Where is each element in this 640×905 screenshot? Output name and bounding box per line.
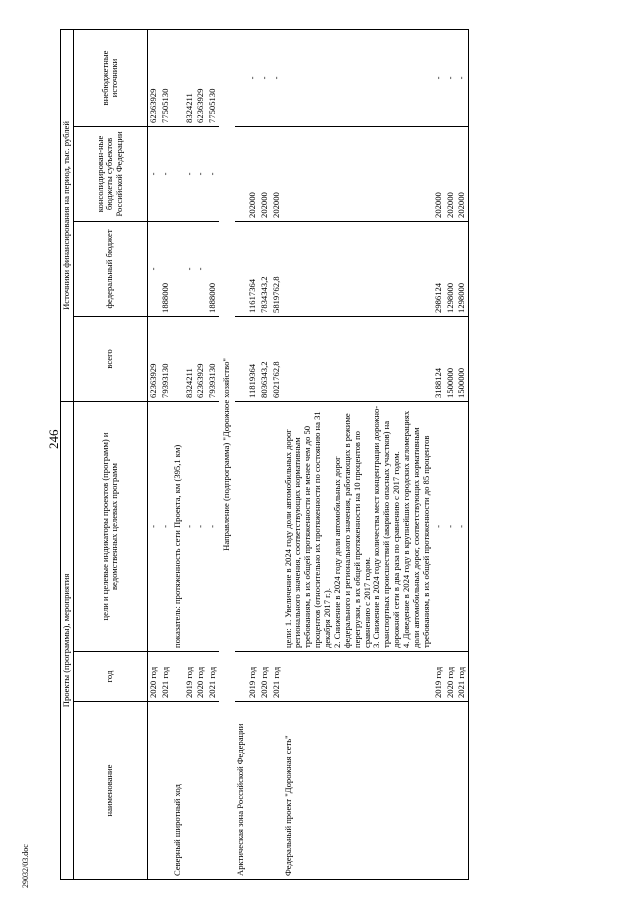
cell-extra: 77505130	[160, 29, 172, 126]
cell-name: Северный широтный ход	[172, 702, 184, 880]
table-row	[433, 29, 445, 879]
cell-year	[172, 652, 184, 702]
cell-total: 6021762,8	[271, 316, 283, 401]
cell-goal: -	[147, 401, 159, 651]
cell-federal: 1298000	[456, 221, 468, 316]
projects-group-header: Проекты (программы), мероприятия	[61, 401, 74, 879]
cell-federal	[235, 221, 247, 316]
section-row	[219, 29, 235, 879]
cell-year: 2020 год	[259, 652, 271, 702]
header-federal: федеральный бюджет	[73, 221, 147, 316]
header-name: наименование	[73, 702, 147, 880]
cell-total: 8324211	[184, 316, 196, 401]
cell-goal	[247, 401, 259, 651]
cell-extra: -	[259, 29, 271, 126]
cell-total: 62363929	[195, 316, 207, 401]
header-year: год	[73, 652, 147, 702]
cell-extra: -	[433, 29, 445, 126]
cell-goal	[271, 401, 283, 651]
cell-total: 1500000	[445, 316, 457, 401]
cell-total: 1500000	[456, 316, 468, 401]
cell-name	[195, 702, 207, 880]
table-row	[235, 29, 247, 879]
table-row	[247, 29, 259, 879]
section-title: Направление (подпрограмма) "Дорожное хозяйство"	[219, 29, 235, 879]
cell-extra: -	[247, 29, 259, 126]
cell-federal	[172, 221, 184, 316]
cell-name	[207, 702, 219, 880]
cell-year: 2020 год	[147, 652, 159, 702]
cell-total	[172, 316, 184, 401]
cell-total: 8036343,2	[259, 316, 271, 401]
table-row	[259, 29, 271, 879]
cell-year	[235, 652, 247, 702]
cell-year: 2020 год	[195, 652, 207, 702]
cell-regional: -	[160, 126, 172, 221]
cell-year: 2021 год	[160, 652, 172, 702]
cell-total: 79393130	[207, 316, 219, 401]
cell-total: 62363929	[147, 316, 159, 401]
cell-extra: -	[456, 29, 468, 126]
cell-extra: -	[271, 29, 283, 126]
cell-year: 2021 год	[271, 652, 283, 702]
cell-extra: 62363929	[147, 29, 159, 126]
cell-total: 11819364	[247, 316, 259, 401]
cell-extra: 62363929	[195, 29, 207, 126]
cell-name	[445, 702, 457, 880]
cell-goal: -	[184, 401, 196, 651]
cell-year: 2019 год	[184, 652, 196, 702]
cell-goal: -	[433, 401, 445, 651]
cell-extra	[172, 29, 184, 126]
cell-name: Федеральный проект "Дорожная сеть"	[283, 702, 433, 880]
cell-name	[184, 702, 196, 880]
cell-regional: 202000	[456, 126, 468, 221]
cell-total: 3188124	[433, 316, 445, 401]
cell-name	[456, 702, 468, 880]
cell-year: 2021 год	[207, 652, 219, 702]
cell-federal: 5819762,8	[271, 221, 283, 316]
cell-regional: 202000	[271, 126, 283, 221]
cell-federal: 1888000	[160, 221, 172, 316]
header-goals: цели и целевые индикаторы проектов (программ) и ведомственных целевых программ	[73, 401, 147, 651]
cell-name	[147, 702, 159, 880]
cell-federal: 7834343,2	[259, 221, 271, 316]
cell-goal	[235, 401, 247, 651]
table-row	[172, 29, 184, 879]
cell-regional	[235, 126, 247, 221]
cell-total	[235, 316, 247, 401]
cell-year: 2021 год	[456, 652, 468, 702]
cell-name	[247, 702, 259, 880]
cell-extra	[283, 29, 433, 126]
cell-total: 79393130	[160, 316, 172, 401]
table-row	[271, 29, 283, 879]
cell-federal: 2986124	[433, 221, 445, 316]
cell-regional: 202000	[247, 126, 259, 221]
cell-year	[283, 652, 433, 702]
table-row	[160, 29, 172, 879]
cell-regional: -	[195, 126, 207, 221]
cell-goal: -	[445, 401, 457, 651]
cell-federal: -	[195, 221, 207, 316]
cell-regional: -	[184, 126, 196, 221]
financing-group-header: Источники финансирования на период, тыс. рублей	[61, 29, 74, 401]
cell-regional: -	[147, 126, 159, 221]
cell-goal: -	[160, 401, 172, 651]
cell-federal: 11617364	[247, 221, 259, 316]
cell-name	[433, 702, 445, 880]
cell-year: 2020 год	[445, 652, 457, 702]
cell-regional: 202000	[259, 126, 271, 221]
cell-goal: цели: 1. Увеличение в 2024 году доли автомобильных дорог регионального значения, соответствующих нормативным требованиям, в их общей протяженности не менее чем до 50 процентов (относительно их протяженности по состоянию на 31 декабря 2017 г.). 2. Снижение в 2024 году доли автомобильных дорог федерального и регионального значения, работающих в режиме перегрузки, в их общей протяженности на 10 процентов по сравнению с 2017 годом. 3. Снижение в 2024 году количества мест концентрации дорожно-транспортных происшествий (аварийно опасных участков) на дорожной сети в два раза по сравнению с 2017 годом. 4. Доведение в 2024 году в крупнейших городских агломерациях доли автомобильных дорог, соответствующих нормативным требованиям, в их общей протяженности до 85 процентов	[283, 401, 433, 651]
table-row	[184, 29, 196, 879]
cell-regional	[283, 126, 433, 221]
cell-total	[283, 316, 433, 401]
cell-federal: -	[147, 221, 159, 316]
table-row	[283, 29, 433, 879]
document-code: 29032/03.doc	[21, 844, 30, 888]
header-extra: внебюджетные источники	[73, 29, 147, 126]
header-regional: консолидирован-ные бюджеты субъектов Российской Федерации	[73, 126, 147, 221]
table-row	[445, 29, 457, 879]
cell-federal: -	[184, 221, 196, 316]
cell-federal	[283, 221, 433, 316]
cell-year: 2019 год	[247, 652, 259, 702]
cell-regional: -	[207, 126, 219, 221]
header-total: всего	[73, 316, 147, 401]
table-row	[147, 29, 159, 879]
cell-name: Арктическая зона Российской Федерации	[235, 702, 247, 880]
cell-regional: 202000	[445, 126, 457, 221]
cell-extra: -	[445, 29, 457, 126]
cell-goal: показатель: протяженность сети Проекта, км (395,1 км)	[172, 401, 184, 651]
financing-table	[60, 29, 469, 880]
table-row	[207, 29, 219, 879]
cell-name	[259, 702, 271, 880]
cell-goal: -	[207, 401, 219, 651]
cell-extra: 8324211	[184, 29, 196, 126]
cell-goal: -	[195, 401, 207, 651]
page-number: 246	[46, 429, 61, 449]
cell-federal: 1888000	[207, 221, 219, 316]
cell-goal: -	[456, 401, 468, 651]
cell-name	[160, 702, 172, 880]
cell-extra	[235, 29, 247, 126]
cell-federal: 1298000	[445, 221, 457, 316]
cell-goal	[259, 401, 271, 651]
table-row	[456, 29, 468, 879]
cell-name	[271, 702, 283, 880]
cell-regional: 202000	[433, 126, 445, 221]
cell-extra: 77505130	[207, 29, 219, 126]
cell-regional	[172, 126, 184, 221]
cell-year: 2019 год	[433, 652, 445, 702]
table-row	[195, 29, 207, 879]
rotated-table-sheet	[60, 30, 635, 880]
